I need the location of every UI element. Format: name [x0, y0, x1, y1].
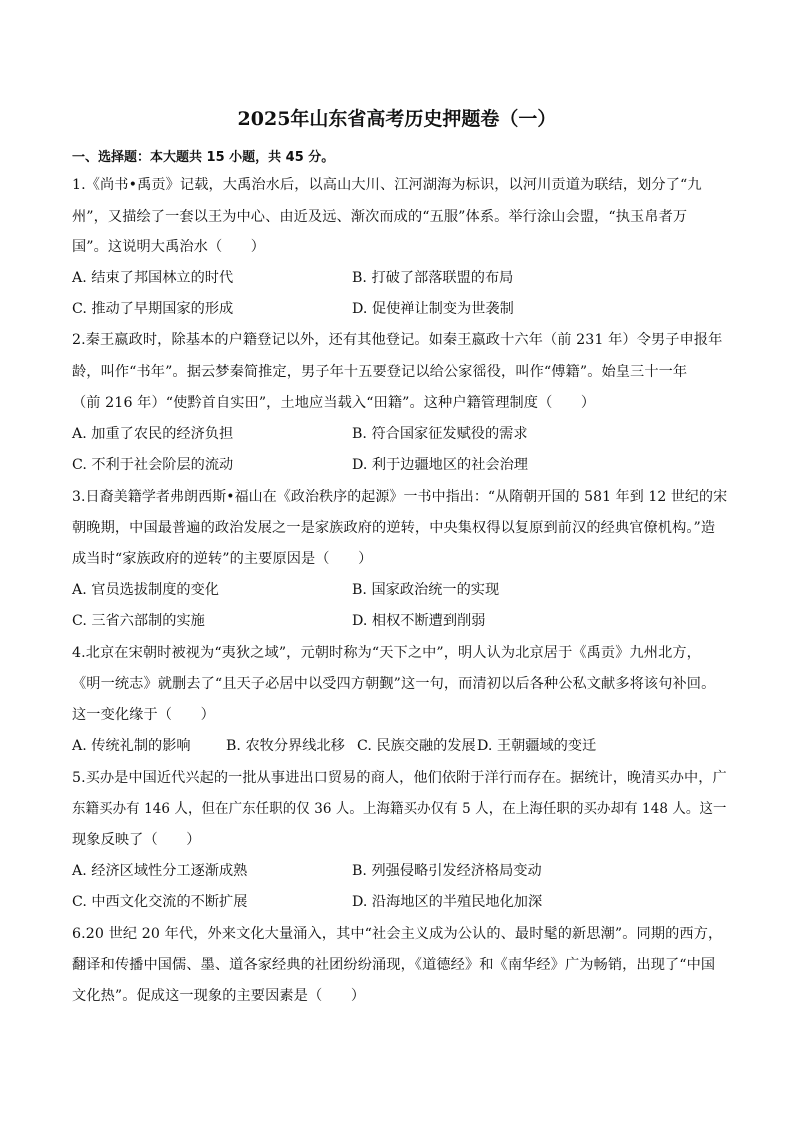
section-heading: 一、选择题：本大题共 15 小题，共 45 分。: [72, 150, 335, 165]
question-5-option-a: A. 经济区域性分工逐渐成熟: [72, 863, 248, 879]
question-1-line-1: 1.《尚书•禹贡》记载，大禹治水后，以高山大川、江河湖海为标识，以河川贡道为联结，划分了“九: [72, 177, 702, 193]
question-3-line-1: 3.日裔美籍学者弗朗西斯•福山在《政治秩序的起源》一书中指出：“从隋朝开国的 581 年到 12 世纪的宋: [72, 489, 728, 505]
question-3-line-3: 成当时“家族政府的逆转”的主要原因是（ ）: [72, 551, 373, 567]
question-3-option-d: D. 相权不断遭到削弱: [352, 613, 486, 629]
question-5-option-c: C. 中西文化交流的不断扩展: [72, 894, 248, 910]
question-1-option-a: A. 结束了邦国林立的时代: [72, 270, 234, 286]
question-2-option-d: D. 利于边疆地区的社会治理: [352, 457, 528, 473]
question-5-line-3: 现象反映了（ ）: [72, 832, 201, 848]
question-4-line-2: 《明一统志》就删去了“且天子必居中以受四方朝觐”这一句，而清初以后各种公私文献多将该句补回。: [72, 676, 716, 692]
question-5-line-2: 东籍买办有 146 人，但在广东任职的仅 36 人。上海籍买办仅有 5 人，在上海任职的买办却有 148 人。这一: [72, 801, 727, 817]
question-1-option-d: D. 促使禅让制变为世袭制: [352, 301, 514, 317]
question-1-line-2: 州”，又描绘了一套以王为中心、由近及远、渐次而成的“五服”体系。举行涂山会盟，“执玉帛者万: [72, 209, 688, 225]
question-2-line-1: 2.秦王嬴政时，除基本的户籍登记以外，还有其他登记。如秦王嬴政十六年（前 231 年）令男子申报年: [72, 332, 723, 348]
question-4-option-b: B. 农牧分界线北移: [226, 738, 345, 754]
question-5-option-d: D. 沿海地区的半殖民地化加深: [352, 894, 543, 910]
question-3-line-2: 朝晚期，中国最普遍的政治发展之一是家族政府的逆转，中央集权得以复原到前汉的经典官僚机构。”造: [72, 520, 716, 536]
question-6-line-1: 6.20 世纪 20 年代，外来文化大量涌入，其中“社会主义成为公认的、最时髦的新思潮”。同期的西方，: [72, 926, 723, 942]
question-5-line-1: 5.买办是中国近代兴起的一批从事进出口贸易的商人，他们依附于洋行而存在。据统计，晚清买办中，广: [72, 770, 727, 786]
question-3-option-c: C. 三省六部制的实施: [72, 613, 205, 629]
question-4-option-a: A. 传统礼制的影响: [72, 738, 191, 754]
question-3-option-b: B. 国家政治统一的实现: [352, 582, 500, 598]
question-2-option-b: B. 符合国家征发赋役的需求: [352, 426, 528, 442]
question-2-option-c: C. 不利于社会阶层的流动: [72, 457, 234, 473]
question-3-option-a: A. 官员选拔制度的变化: [72, 582, 219, 598]
question-2-option-a: A. 加重了农民的经济负担: [72, 426, 234, 442]
question-4-option-c: C. 民族交融的发展: [357, 738, 476, 754]
question-4-line-1: 4.北京在宋朝时被视为“夷狄之域”，元朝时称为“天下之中”，明人认为北京居于《禹贡》九州北方，: [72, 645, 701, 661]
question-4-line-3: 这一变化缘于（ ）: [72, 707, 215, 723]
question-1-line-3: 国”。这说明大禹治水（ ）: [72, 239, 266, 255]
question-5-option-b: B. 列强侵略引发经济格局变动: [352, 863, 542, 879]
page-title: 2025年山东省高考历史押题卷（一）: [237, 108, 557, 130]
question-2-line-2: 龄，叫作“书年”。据云梦秦简推定，男子年十五要登记以给公家徭役，叫作“傅籍”。始皇三十一年: [72, 364, 688, 380]
question-6-line-3: 文化热”。促成这一现象的主要因素是（ ）: [72, 988, 366, 1004]
question-1-option-b: B. 打破了部落联盟的布局: [352, 270, 514, 286]
question-4-option-d: D. 王朝疆域的变迁: [477, 738, 597, 754]
question-6-line-2: 翻译和传播中国儒、墨、道各家经典的社团纷纷涌现，《道德经》和《南华经》广为畅销，出现了“中国: [72, 957, 716, 973]
question-2-line-3: （前 216 年）“使黔首自实田”，土地应当载入“田籍”。这种户籍管理制度（ ）: [72, 395, 596, 411]
question-1-option-c: C. 推动了早期国家的形成: [72, 301, 234, 317]
